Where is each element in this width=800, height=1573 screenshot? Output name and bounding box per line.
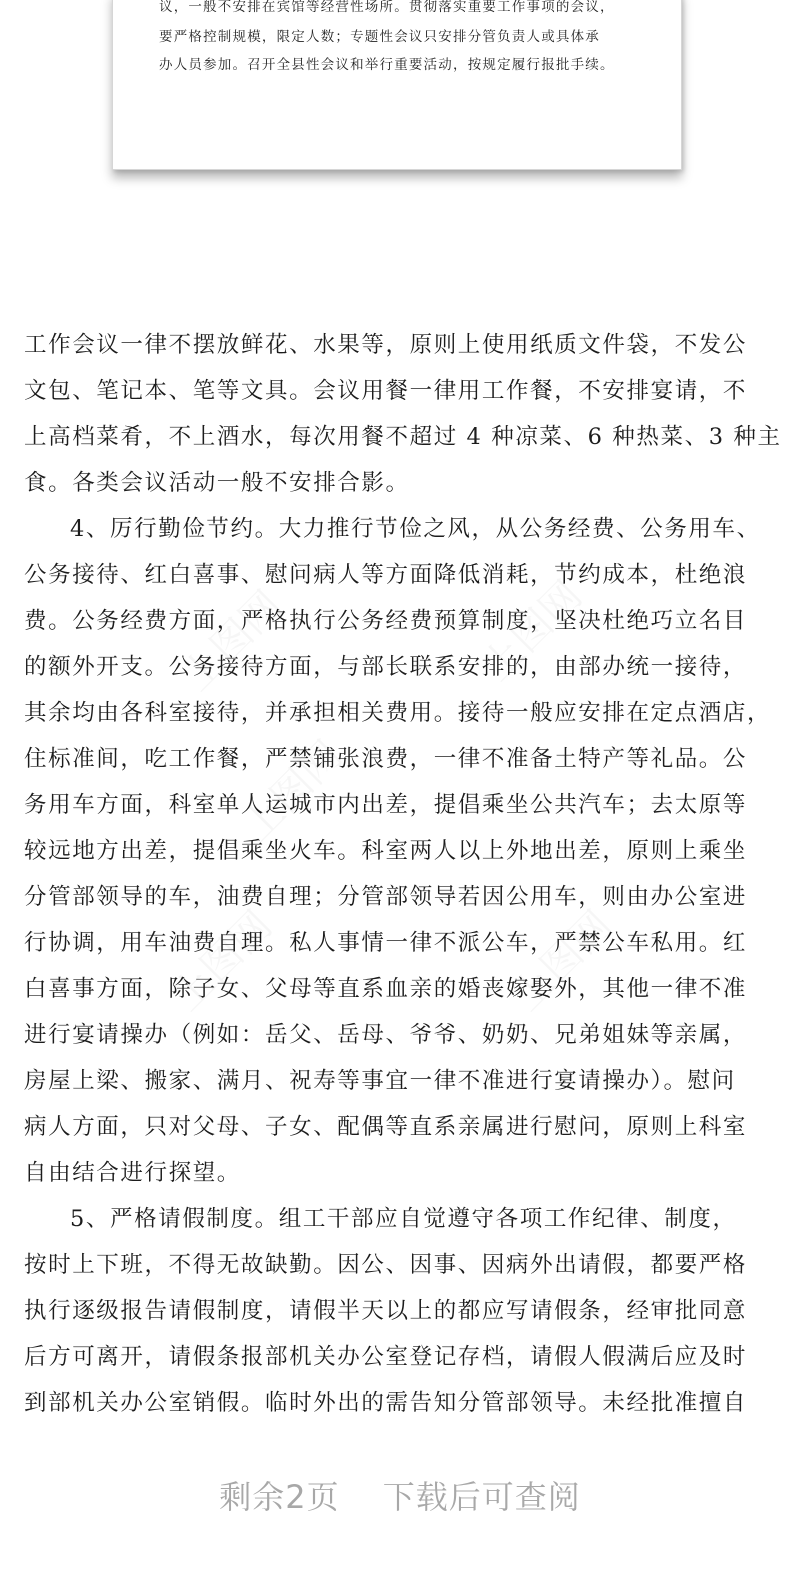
- body-line: 到部机关办公室销假。临时外出的需告知分管部领导。未经批准擅自: [24, 1390, 748, 1416]
- body-line: 上高档菜肴，不上酒水，每次用餐不超过 4 种凉菜、6 种热菜、3 种主: [24, 424, 782, 450]
- body-line: 分管部领导的车，油费自理；分管部领导若因公用车，则由办公室进: [24, 884, 748, 910]
- body-line: 费。公务经费方面，严格执行公务经费预算制度，坚决杜绝巧立名目: [24, 608, 748, 634]
- body-line: 食。各类会议活动一般不安排合影。: [24, 470, 410, 496]
- preview-line: 议，一般不安排在宾馆等经营性场所。贯彻落实重要工作事项的会议，: [159, 0, 615, 15]
- body-line: 的额外开支。公务接待方面，与部长联系安排的，由部办统一接待，: [24, 654, 748, 680]
- body-line: 较远地方出差，提倡乘坐火车。科室两人以上外地出差，原则上乘坐: [24, 838, 748, 864]
- section-heading-line: 4、厉行勤俭节约。大力推行节俭之风，从公务经费、公务用车、: [70, 516, 761, 542]
- body-line: 进行宴请操办（例如：岳父、岳母、爷爷、奶奶、兄弟姐妹等亲属，: [24, 1022, 748, 1048]
- download-hint-label: 下载后可查阅: [382, 1478, 581, 1516]
- download-prompt[interactable]: [0, 1472, 800, 1518]
- body-line: 执行逐级报告请假制度，请假半天以上的都应写请假条，经审批同意: [24, 1298, 748, 1324]
- body-line: 按时上下班，不得无故缺勤。因公、因事、因病外出请假，都要严格: [24, 1252, 748, 1278]
- body-line: 住标准间，吃工作餐，严禁铺张浪费，一律不准备土特产等礼品。公: [24, 746, 748, 772]
- body-line: 自由结合进行探望。: [24, 1160, 241, 1186]
- body-line: 公务接待、红白喜事、慰问病人等方面降低消耗，节约成本，杜绝浪: [24, 562, 748, 588]
- body-line: 白喜事方面，除子女、父母等直系血亲的婚丧嫁娶外，其他一律不准: [24, 976, 748, 1002]
- body-line: 其余均由各科室接待，并承担相关费用。接待一般应安排在定点酒店，: [24, 700, 772, 726]
- body-line: 务用车方面，科室单人运城市内出差，提倡乘坐公共汽车；去太原等: [24, 792, 748, 818]
- preview-line: 办人员参加。召开全县性会议和举行重要活动，按规定履行报批手续。: [159, 57, 615, 73]
- body-line: 行协调，用车油费自理。私人事情一律不派公车，严禁公车私用。红: [24, 930, 748, 956]
- remaining-pages-label: 剩余2页: [219, 1478, 340, 1516]
- body-line: 文包、笔记本、笔等文具。会议用餐一律用工作餐，不安排宴请，不: [24, 378, 748, 404]
- body-line: 后方可离开，请假条报部机关办公室登记存档，请假人假满后应及时: [24, 1344, 748, 1370]
- body-line: 病人方面，只对父母、子女、配偶等直系亲属进行慰问，原则上科室: [24, 1114, 748, 1140]
- section-heading-line: 5、严格请假制度。组工干部应自觉遵守各项工作纪律、制度，: [70, 1206, 737, 1232]
- body-line: 工作会议一律不摆放鲜花、水果等，原则上使用纸质文件袋，不发公: [24, 332, 748, 358]
- previous-page-preview: [112, 0, 682, 170]
- watermark: [167, 576, 292, 701]
- body-line: 房屋上梁、搬家、满月、祝寿等事宜一律不准进行宴请操办）。慰问: [24, 1068, 736, 1094]
- preview-line: 要严格控制规模，限定人数；专题性会议只安排分管负责人或具体承: [159, 29, 600, 45]
